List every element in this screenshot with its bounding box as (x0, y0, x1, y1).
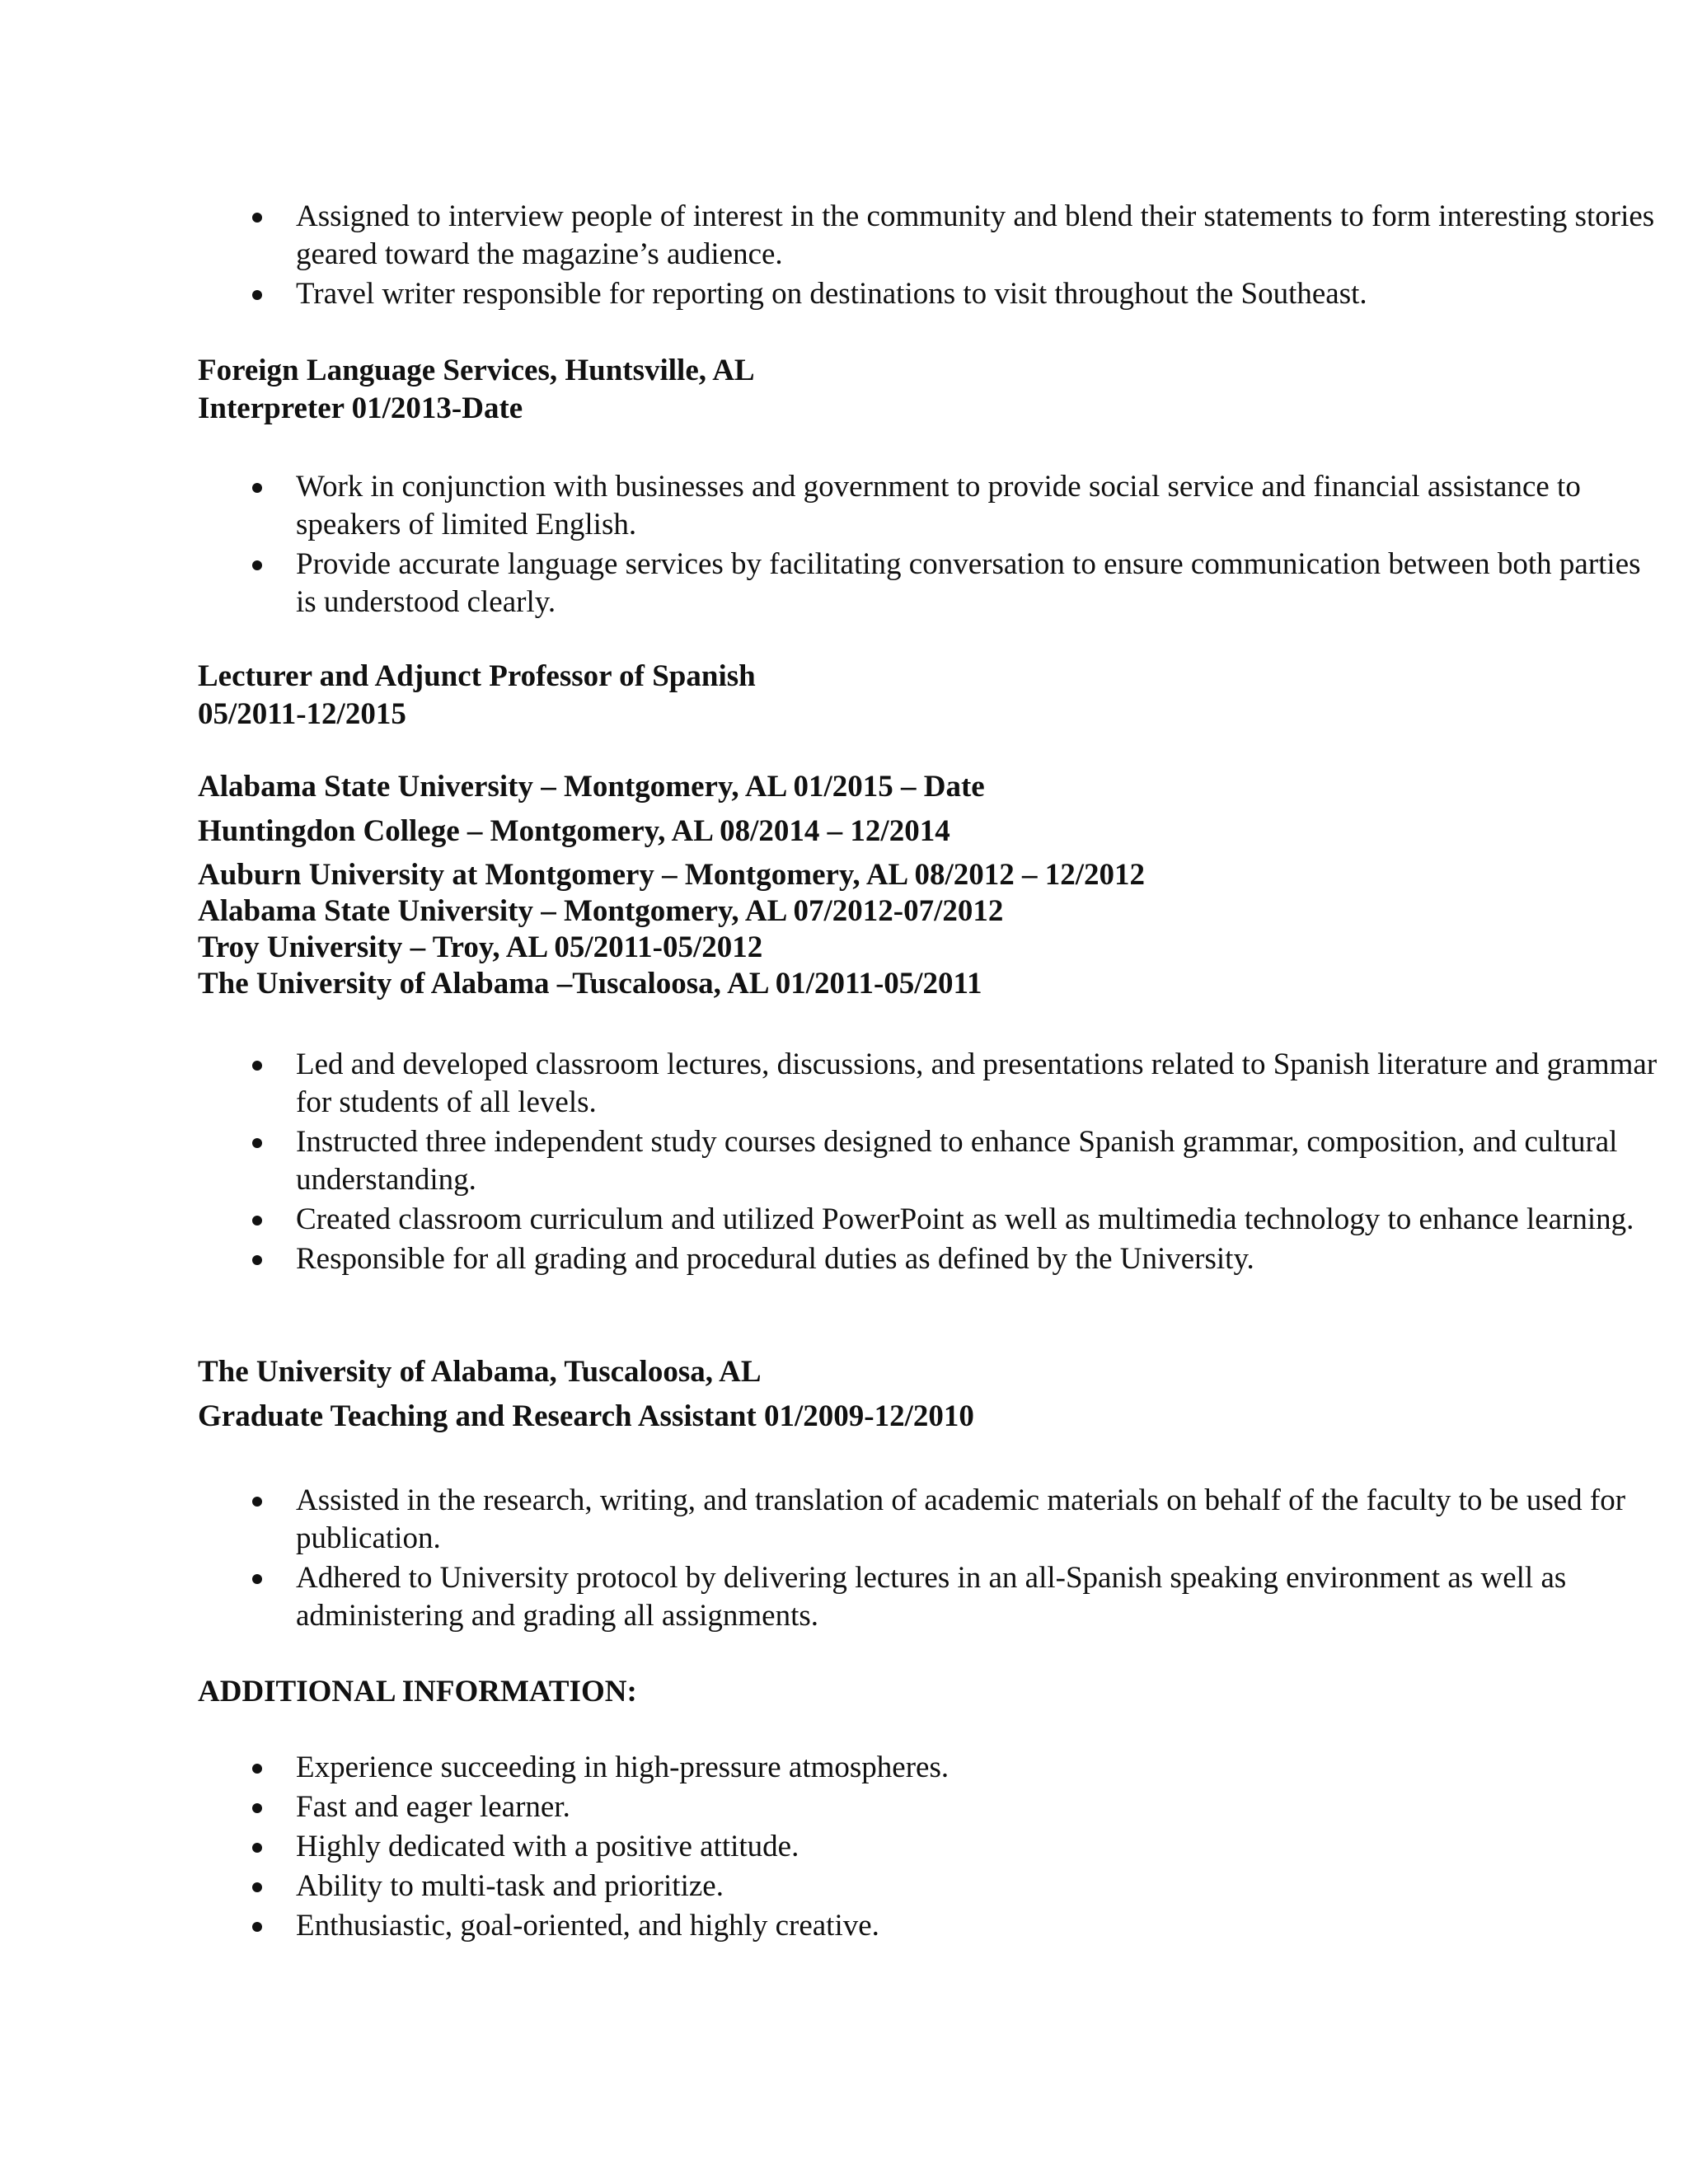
bullet-text: Enthusiastic, goal-oriented, and highly creative. (296, 1909, 879, 1943)
bullet-text: Assisted in the research, writing, and translation of academic materials on behalf of the faculty to be used for publication. (296, 1483, 1626, 1555)
bullet-icon (252, 1574, 262, 1584)
job3-bullet-list (198, 1482, 1667, 1637)
job-dates: 05/2011-12/2015 (198, 697, 406, 731)
bullet-text: Provide accurate language services by facilitating conversation to ensure communication between both parties is understood clearly. (296, 547, 1641, 619)
employer-heading: The University of Alabama, Tuscaloosa, AL (198, 1355, 762, 1389)
list-item (198, 1749, 1667, 1787)
bullet-text: Travel writer responsible for reporting on destinations to visit throughout the Southeast. (296, 277, 1367, 311)
bullet-icon (252, 1803, 262, 1813)
list-item (198, 1482, 1667, 1558)
school-entry: Alabama State University – Montgomery, AL 01/2015 – Date (198, 770, 985, 804)
bullet-icon (252, 1497, 262, 1507)
job-title-heading: Interpreter 01/2013-Date (198, 391, 523, 425)
employer-heading: Foreign Language Services, Huntsville, AL (198, 354, 755, 387)
bullet-text: Work in conjunction with businesses and government to provide social service and financial assistance to speakers of limited English. (296, 470, 1581, 541)
school-entry: The University of Alabama –Tuscaloosa, AL 01/2011-05/2011 (198, 967, 982, 1001)
bullet-icon (252, 1922, 262, 1932)
bullet-text: Ability to multi-task and prioritize. (296, 1869, 724, 1903)
bullet-icon (252, 1061, 262, 1071)
list-item (198, 1201, 1667, 1239)
bullet-text: Experience succeeding in high-pressure atmospheres. (296, 1750, 950, 1784)
job-graduate-assistant (198, 1353, 974, 1436)
bullet-text: Created classroom curriculum and utilized PowerPoint as well as multimedia technology to enhance learning. (296, 1202, 1634, 1236)
list-item (198, 1907, 1667, 1945)
bullet-icon (252, 483, 262, 493)
job-foreign-language-services (198, 352, 755, 428)
bullet-text: Instructed three independent study courses designed to enhance Spanish grammar, composition, and cultural understanding. (296, 1125, 1618, 1197)
bullet-icon (252, 1216, 262, 1226)
list-item (198, 1123, 1667, 1199)
school-entry: Huntingdon College – Montgomery, AL 08/2014 – 12/2014 (198, 814, 950, 848)
list-item (198, 1240, 1667, 1278)
list-item (198, 1868, 1667, 1905)
bullet-icon (252, 560, 262, 570)
list-item (198, 468, 1667, 544)
job1-bullet-list (198, 468, 1667, 623)
bullet-text: Led and developed classroom lectures, discussions, and presentations related to Spanish literature and grammar for students of all levels. (296, 1047, 1658, 1119)
bullet-text: Assigned to interview people of interest in the community and blend their statements to form interesting stories geared toward the magazine’s audience. (296, 199, 1655, 271)
bullet-icon (252, 213, 262, 223)
bullet-text: Adhered to University protocol by delivering lectures in an all-Spanish speaking environment as well as administering and grading all assignments. (296, 1561, 1567, 1633)
list-item (198, 1828, 1667, 1866)
school-list (198, 768, 1145, 1002)
bullet-text: Responsible for all grading and procedural duties as defined by the University. (296, 1242, 1254, 1276)
bullet-icon (252, 1882, 262, 1892)
job-lecturer (198, 658, 756, 733)
additional-bullet-list (198, 1749, 1667, 1947)
school-entry: Alabama State University – Montgomery, AL 07/2012-07/2012 (198, 894, 1004, 928)
bullet-text: Highly dedicated with a positive attitude. (296, 1830, 799, 1863)
bullet-icon (252, 1764, 262, 1774)
job-title-heading: Lecturer and Adjunct Professor of Spanish (198, 659, 756, 693)
job-title-heading: Graduate Teaching and Research Assistant 01/2009-12/2010 (198, 1399, 974, 1433)
intro-bullet-list (198, 198, 1667, 315)
list-item (198, 546, 1667, 621)
bullet-icon (252, 1843, 262, 1853)
bullet-text: Fast and eager learner. (296, 1790, 570, 1824)
bullet-icon (252, 290, 262, 300)
list-item (198, 1559, 1667, 1635)
bullet-icon (252, 1138, 262, 1148)
list-item (198, 1788, 1667, 1826)
bullet-icon (252, 1255, 262, 1265)
section-heading-additional: ADDITIONAL INFORMATION: (198, 1675, 637, 1708)
list-item (198, 1046, 1667, 1122)
job2-bullet-list (198, 1046, 1667, 1280)
school-entry: Auburn University at Montgomery – Montgomery, AL 08/2012 – 12/2012 (198, 858, 1146, 892)
list-item (198, 275, 1667, 313)
list-item (198, 198, 1667, 274)
school-entry: Troy University – Troy, AL 05/2011-05/2012 (198, 930, 763, 964)
